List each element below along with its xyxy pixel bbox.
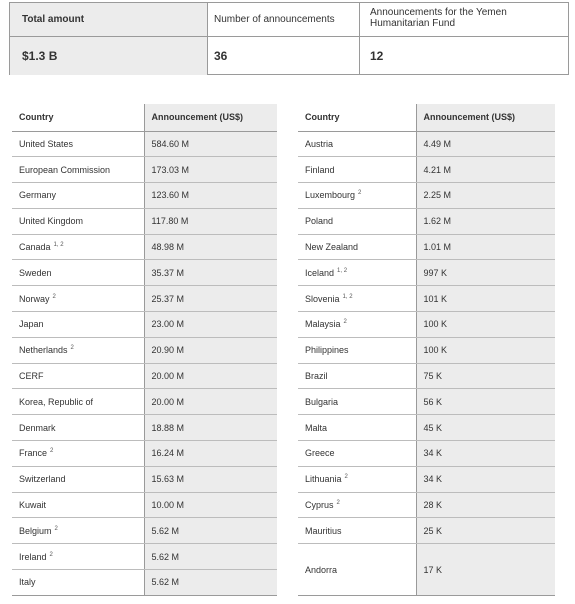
country-cell	[12, 570, 144, 596]
announcement-cell: 5.62 M	[144, 518, 277, 544]
country-cell	[12, 415, 144, 441]
table-row	[298, 208, 555, 234]
country-cell	[12, 157, 144, 183]
announcement-cell: 5.62 M	[144, 570, 277, 596]
country-name: Germany	[19, 190, 57, 201]
summary-value-total	[10, 37, 207, 75]
country-name: Malaysia	[305, 319, 341, 330]
country-name: Netherlands	[19, 345, 68, 356]
country-cell	[298, 337, 416, 363]
footnote-marker: 2	[344, 474, 348, 481]
footnote-marker: 1, 2	[342, 293, 353, 300]
country-name: Slovenia	[305, 293, 340, 304]
country-cell	[12, 208, 144, 234]
country-name: Japan	[19, 319, 44, 330]
country-name: France	[19, 448, 48, 459]
announcement-cell: 584.60 M	[144, 131, 277, 157]
summary-header-total	[10, 3, 207, 37]
table-row	[298, 183, 555, 209]
announcement-cell: 100 K	[416, 337, 555, 363]
announcement-cell: 123.60 M	[144, 183, 277, 209]
announcement-cell: 16.24 M	[144, 441, 277, 467]
announcement-cell: 5.62 M	[144, 544, 277, 570]
table-row	[298, 337, 555, 363]
country-cell	[12, 312, 144, 338]
country-name: Philippines	[305, 345, 349, 356]
table-row	[12, 415, 277, 441]
country-name: Sweden	[19, 267, 52, 278]
country-cell	[298, 415, 416, 441]
country-column-header: Country	[12, 104, 144, 131]
summary-value-yhf-text: 12	[370, 49, 384, 63]
announcement-cell: 117.80 M	[144, 208, 277, 234]
footnote-marker: 2	[52, 293, 56, 300]
country-name: United Kingdom	[19, 216, 84, 227]
footnote-marker: 2	[54, 525, 58, 532]
announcement-cell: 18.88 M	[144, 415, 277, 441]
country-cell	[12, 389, 144, 415]
country-cell	[12, 492, 144, 518]
announcement-cell: 100 K	[416, 312, 555, 338]
country-name: United States	[19, 138, 74, 149]
country-cell	[298, 492, 416, 518]
table-row	[298, 389, 555, 415]
announcement-cell: 34 K	[416, 441, 555, 467]
footnote-marker: 2	[336, 500, 340, 507]
country-cell	[298, 363, 416, 389]
country-name: Poland	[305, 216, 334, 227]
announcement-cell: 4.49 M	[416, 131, 555, 157]
country-cell	[298, 131, 416, 157]
table-row	[12, 131, 277, 157]
table-row	[12, 337, 277, 363]
table-row	[298, 492, 555, 518]
table-row	[12, 518, 277, 544]
announcement-cell: 997 K	[416, 260, 555, 286]
footnote-marker: 2	[70, 345, 74, 352]
table-row	[12, 234, 277, 260]
footnote-marker: 2	[343, 319, 347, 326]
footnote-marker: 1, 2	[53, 242, 64, 249]
country-name: Denmark	[19, 422, 56, 433]
country-name: Korea, Republic of	[19, 396, 94, 407]
table-row	[298, 286, 555, 312]
announcement-cell: 75 K	[416, 363, 555, 389]
country-name: Austria	[305, 138, 334, 149]
table-row	[298, 260, 555, 286]
announcement-cell: 15.63 M	[144, 466, 277, 492]
table-row	[298, 415, 555, 441]
announcement-cell: 48.98 M	[144, 234, 277, 260]
country-cell	[12, 260, 144, 286]
table-row	[12, 570, 277, 596]
country-cell	[298, 389, 416, 415]
country-cell	[12, 518, 144, 544]
country-name: Iceland	[305, 267, 335, 278]
country-cell	[298, 183, 416, 209]
country-cell	[12, 466, 144, 492]
country-name: Norway	[19, 293, 50, 304]
country-cell	[298, 466, 416, 492]
announcement-cell: 35.37 M	[144, 260, 277, 286]
country-cell	[12, 286, 144, 312]
country-cell	[298, 544, 416, 596]
summary-value-total-text: $1.3 B	[22, 49, 58, 63]
table-row	[12, 183, 277, 209]
announcement-cell: 1.01 M	[416, 234, 555, 260]
table-row	[12, 389, 277, 415]
country-cell	[12, 234, 144, 260]
country-cell	[12, 337, 144, 363]
country-column-header: Country	[298, 104, 416, 131]
announcement-column-header: Announcement (US$)	[144, 104, 277, 131]
country-cell	[298, 234, 416, 260]
summary-value-count-text: 36	[214, 49, 228, 63]
announcement-cell: 101 K	[416, 286, 555, 312]
summary-header-count	[207, 3, 359, 37]
country-name: Mauritius	[305, 525, 342, 536]
table-row	[12, 157, 277, 183]
table-row	[298, 518, 555, 544]
table-row	[298, 441, 555, 467]
table-row	[298, 157, 555, 183]
summary-value-yhf	[359, 37, 568, 75]
country-cell	[12, 441, 144, 467]
footnote-marker: 2	[358, 190, 362, 197]
country-name: European Commission	[19, 164, 111, 175]
announcement-cell: 173.03 M	[144, 157, 277, 183]
table-row	[12, 260, 277, 286]
table-header-row	[12, 104, 277, 131]
announcement-cell: 56 K	[416, 389, 555, 415]
summary-header-yhf-label: Announcements for the Yemen Humanitarian Fund	[370, 7, 507, 29]
country-name: Bulgaria	[305, 396, 339, 407]
country-cell	[12, 363, 144, 389]
table-row	[12, 286, 277, 312]
country-name: Greece	[305, 448, 335, 459]
table-row	[12, 492, 277, 518]
country-cell	[298, 441, 416, 467]
table-row	[298, 131, 555, 157]
summary-table	[9, 2, 569, 75]
summary-value-count	[207, 37, 359, 75]
announcement-cell: 20.00 M	[144, 389, 277, 415]
table-row	[298, 466, 555, 492]
right-country-table	[298, 104, 555, 596]
country-name: Lithuania	[305, 474, 342, 485]
table-row	[12, 466, 277, 492]
country-name: Canada	[19, 242, 51, 253]
announcement-cell: 25.37 M	[144, 286, 277, 312]
announcement-cell: 10.00 M	[144, 492, 277, 518]
footnote-marker: 2	[50, 448, 54, 455]
announcement-cell: 20.00 M	[144, 363, 277, 389]
announcement-cell: 23.00 M	[144, 312, 277, 338]
table-row	[12, 208, 277, 234]
country-name: Finland	[305, 164, 335, 175]
announcement-cell: 2.25 M	[416, 183, 555, 209]
table-row	[12, 544, 277, 570]
country-cell	[12, 183, 144, 209]
table-row	[12, 441, 277, 467]
country-name: Italy	[19, 577, 36, 588]
country-cell	[12, 544, 144, 570]
table-row	[12, 312, 277, 338]
country-name: Switzerland	[19, 474, 66, 485]
summary-header-yhf	[359, 3, 568, 37]
announcement-cell: 1.62 M	[416, 208, 555, 234]
country-name: Andorra	[305, 564, 338, 575]
announcement-cell: 20.90 M	[144, 337, 277, 363]
table-row	[298, 544, 555, 596]
summary-header-total-label: Total amount	[22, 14, 85, 25]
table-header-row	[298, 104, 555, 131]
country-name: Malta	[305, 422, 328, 433]
country-name: Brazil	[305, 371, 328, 382]
country-cell	[298, 260, 416, 286]
announcement-cell: 25 K	[416, 518, 555, 544]
table-row	[298, 234, 555, 260]
summary-header-count-label: Number of announcements	[214, 14, 335, 25]
country-cell	[12, 131, 144, 157]
country-cell	[298, 312, 416, 338]
footnote-marker: 1, 2	[337, 267, 348, 274]
announcement-cell: 4.21 M	[416, 157, 555, 183]
left-country-table	[12, 104, 277, 596]
country-name: New Zealand	[305, 242, 359, 253]
country-name: Luxembourg	[305, 190, 356, 201]
country-name: Belgium	[19, 525, 52, 536]
country-name: Kuwait	[19, 500, 47, 511]
announcement-cell: 45 K	[416, 415, 555, 441]
table-row	[298, 312, 555, 338]
announcement-cell: 17 K	[416, 544, 555, 596]
country-cell	[298, 286, 416, 312]
table-row	[12, 363, 277, 389]
country-name: CERF	[19, 371, 44, 382]
country-name: Ireland	[19, 551, 47, 562]
country-name: Cyprus	[305, 500, 334, 511]
announcement-column-header: Announcement (US$)	[416, 104, 555, 131]
announcement-cell: 34 K	[416, 466, 555, 492]
table-row	[298, 363, 555, 389]
footnote-marker: 2	[49, 551, 53, 558]
country-cell	[298, 518, 416, 544]
country-cell	[298, 157, 416, 183]
announcement-cell: 28 K	[416, 492, 555, 518]
country-cell	[298, 208, 416, 234]
